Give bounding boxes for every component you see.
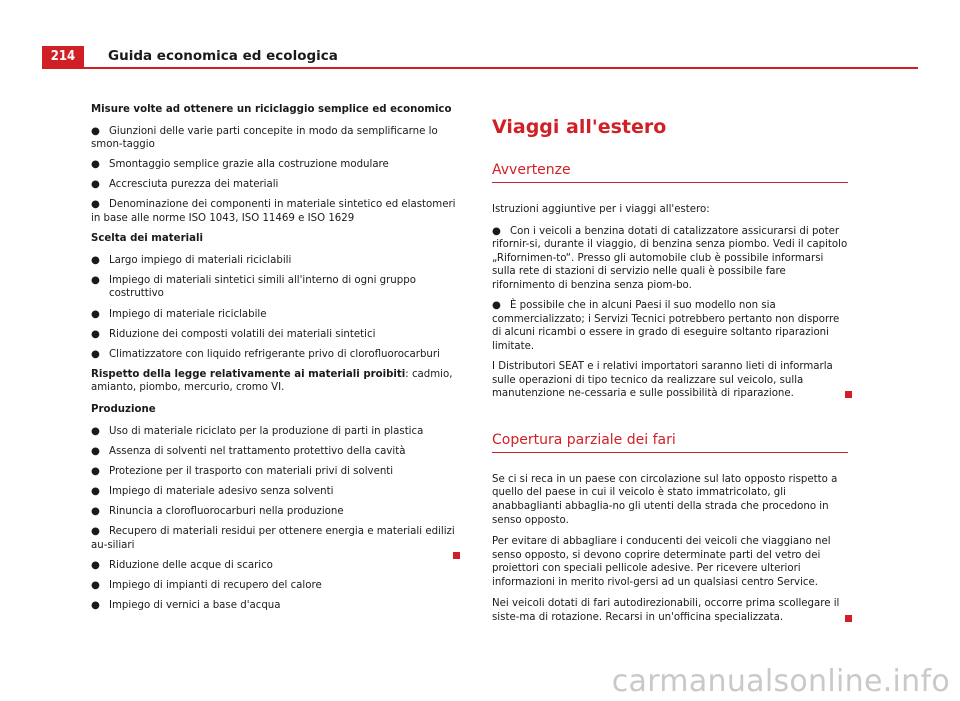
bullet-icon: ● xyxy=(91,599,100,611)
bullet-icon: ● xyxy=(91,179,100,191)
bullet-icon: ● xyxy=(91,526,100,538)
prohibited-materials-label: Rispetto della legge relativamente ai materiali proibiti xyxy=(91,368,406,380)
list-item-text: Rinuncia a clorofluorocarburi nella produzione xyxy=(109,505,344,517)
list-item xyxy=(91,348,461,362)
page-header-title: Guida economica ed ecologica xyxy=(108,48,338,64)
paragraph-distributors-text: I Distributori SEAT e i relativi importatori saranno lieti di informarla sulle operazioni di tipo tecnico da realizzare sul veicolo, sulla manutenzione ne-cessaria e sulle possibilità di riparazione. xyxy=(492,360,833,400)
list-item xyxy=(91,328,461,342)
list-item xyxy=(91,599,461,613)
list-item xyxy=(91,178,461,192)
bullet-icon: ● xyxy=(91,328,100,340)
list-item-text: Accresciuta purezza dei materiali xyxy=(109,179,279,191)
paragraph-distributors xyxy=(492,360,848,401)
bullet-icon: ● xyxy=(91,445,100,457)
bullet-icon: ● xyxy=(91,308,100,320)
list-item-text: Impiego di vernici a base d'acqua xyxy=(109,599,281,611)
bullet-icon: ● xyxy=(91,579,100,591)
bullet-icon: ● xyxy=(91,485,100,497)
bullet-icon: ● xyxy=(91,199,100,211)
list-item-text: Riduzione delle acque di scarico xyxy=(109,559,273,571)
list-item xyxy=(91,158,461,172)
bullet-icon: ● xyxy=(91,254,100,266)
list-item-text: Giunzioni delle varie parti concepite in modo da semplificarne lo smon-taggio xyxy=(91,125,438,151)
list-item-text: Impiego di materiali sintetici simili all'interno di ogni gruppo costruttivo xyxy=(109,274,416,300)
list-item xyxy=(91,505,461,519)
main-heading: Viaggi all'estero xyxy=(492,116,667,138)
list-item-text: Assenza di solventi nel trattamento protettivo della cavità xyxy=(109,445,406,457)
list-item-text: Uso di materiale riciclato per la produzione di parti in plastica xyxy=(109,425,424,437)
subheading-production: Produzione xyxy=(91,404,156,415)
paragraph-prohibited-materials xyxy=(91,368,461,395)
list-item-text: Smontaggio semplice grazie alla costruzione modulare xyxy=(109,159,389,171)
paragraph-headlights-1: Se ci si reca in un paese con circolazione sul lato opposto rispetto a quello del paese in cui il veicolo è stato immatricolato, gli anabbaglianti abbaglia-no gli utenti della strada che procedono in senso opposto. xyxy=(492,473,838,526)
section-end-marker-icon xyxy=(453,552,460,559)
subheading-materials: Scelta dei materiali xyxy=(91,233,203,245)
page-number: 214 xyxy=(42,46,84,68)
list-item-text: Impiego di materiale adesivo senza solventi xyxy=(109,485,334,497)
list-item xyxy=(91,445,461,459)
paragraph-headlights-3 xyxy=(492,597,848,624)
bullet-icon: ● xyxy=(91,505,100,517)
list-item-text: Denominazione dei componenti in materiale sintetico ed elastomeri in base alle norme ISO 1043, ISO 11469 e ISO 1629 xyxy=(91,199,456,225)
list-item-text: Impiego di impianti di recupero del calore xyxy=(109,579,322,591)
watermark: carmanualsonline.info xyxy=(611,664,950,699)
right-column xyxy=(492,115,848,633)
list-item xyxy=(91,308,461,322)
section-end-marker-icon xyxy=(845,615,852,622)
list-item-text: Protezione per il trasporto con materiali privi di solventi xyxy=(109,465,394,477)
prohibited-materials-text: : cadmio, amianto, piombo, mercurio, cromo VI. xyxy=(91,368,453,394)
list-item xyxy=(91,559,461,573)
bullet-icon: ● xyxy=(492,300,501,312)
list-item-text: È possibile che in alcuni Paesi il suo modello non sia commercializzato; i Servizi Tecnici potrebbero pertanto non disporre di alcuni ricambi o essere in grado di eseguire soltanto riparazioni limitate. xyxy=(492,300,840,352)
list-recycling xyxy=(91,125,461,226)
list-production xyxy=(91,425,461,613)
list-item-text: Climatizzatore con liquido refrigerante privo di clorofluorocarburi xyxy=(109,348,440,360)
header-rule xyxy=(42,67,918,69)
bullet-icon: ● xyxy=(91,159,100,171)
list-item xyxy=(91,125,461,152)
section-end-marker-icon xyxy=(845,391,852,398)
section-heading-warnings: Avvertenze xyxy=(492,161,848,183)
list-item xyxy=(91,274,461,301)
subheading-recycling: Misure volte ad ottenere un riciclaggio semplice ed economico xyxy=(91,104,452,115)
list-item-text: Recupero di materiali residui per ottenere energia e materiali edilizi au-siliari xyxy=(91,526,455,551)
list-item xyxy=(91,485,461,499)
bullet-icon: ● xyxy=(492,225,501,237)
list-item xyxy=(91,465,461,479)
list-item-text: Largo impiego di materiali riciclabili xyxy=(109,254,292,266)
list-travel-notes xyxy=(492,225,848,354)
paragraph-intro: Istruzioni aggiuntive per i viaggi all'estero: xyxy=(492,204,710,215)
bullet-icon: ● xyxy=(91,465,100,477)
bullet-icon: ● xyxy=(91,559,100,571)
list-item xyxy=(91,579,461,593)
bullet-icon: ● xyxy=(91,425,100,437)
paragraph-headlights-3-text: Nei veicoli dotati di fari autodirezionabili, occorre prima scollegare il siste-ma di rotazione. Recarsi in un'officina specializzata. xyxy=(492,598,840,624)
list-item xyxy=(492,225,848,293)
list-item xyxy=(91,525,461,552)
list-materials xyxy=(91,254,461,362)
list-item xyxy=(492,299,848,353)
bullet-icon: ● xyxy=(91,348,100,360)
list-item xyxy=(91,254,461,268)
list-item-text: Con i veicoli a benzina dotati di catalizzatore assicurarsi di poter rifornir-si, durante il viaggio, di benzina senza piombo. Vedi il capitolo „Rifornimen-to“. Presso gli automobile club è possibile informarsi sulla rete di stazioni di servizio nelle quali è possibile fare rifornimento di benzina senza piom-bo. xyxy=(492,225,848,291)
section-heading-headlights: Copertura parziale dei fari xyxy=(492,431,848,453)
list-item xyxy=(91,198,461,225)
paragraph-headlights-2: Per evitare di abbagliare i conducenti dei veicoli che viaggiano nel senso opposto, si devono coprire determinate parti del vetro dei proiettori con speciali pellicole adesive. Per ricevere ulteriori informazioni in merito rivol-gersi ad un qualsiasi centro Service. xyxy=(492,536,831,588)
list-item xyxy=(91,425,461,439)
left-column xyxy=(91,103,461,619)
bullet-icon: ● xyxy=(91,274,100,286)
list-item-text: Riduzione dei composti volatili dei materiali sintetici xyxy=(109,328,376,340)
list-item-text: Impiego di materiale riciclabile xyxy=(109,308,267,320)
bullet-icon: ● xyxy=(91,125,100,137)
